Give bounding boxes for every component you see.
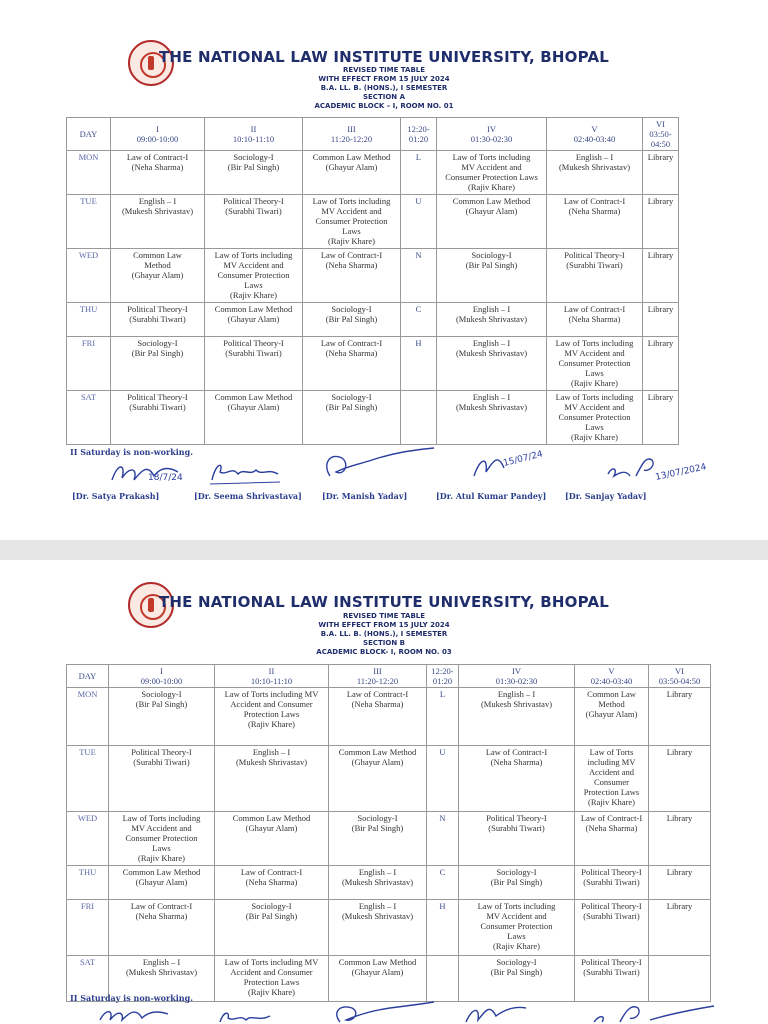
class-cell: Library: [643, 151, 679, 195]
day-cell: FRI: [67, 337, 111, 391]
class-cell: Library: [643, 337, 679, 391]
table-row: [67, 391, 679, 445]
class-cell: Sociology-I (Bir Pal Singh): [205, 151, 303, 195]
table-row: [67, 151, 679, 195]
column-header-3: III 11:20-12:20: [329, 665, 427, 688]
class-cell: Political Theory-I (Surabhi Tiwari): [575, 956, 649, 1002]
table-row: [67, 249, 679, 303]
column-header-5: IV 01:30-02:30: [459, 665, 575, 688]
table-row: [67, 303, 679, 337]
lunch-cell: H: [401, 337, 437, 391]
room-line: ACADEMIC BLOCK – I, ROOM NO. 01: [314, 102, 454, 110]
signature-seema-shrivastava: [216, 1006, 276, 1024]
class-cell: Sociology-I (Bir Pal Singh): [329, 812, 427, 866]
class-cell: Law of Contract-I (Neha Sharma): [575, 812, 649, 866]
class-cell: Common Law Method (Ghayur Alam): [575, 688, 649, 746]
class-cell: Law of Torts including MV Accident and Consumer Protection Laws (Rajiv Khare): [215, 956, 329, 1002]
class-cell: Common Law Method (Ghayur Alam): [437, 195, 547, 249]
column-header-2: II 10:10-11:10: [215, 665, 329, 688]
class-cell: Law of Contract-I (Neha Sharma): [459, 746, 575, 812]
class-cell: Law of Torts including MV Accident and Consumer Protection Laws (Rajiv Khare): [547, 337, 643, 391]
class-cell: Law of Torts including MV Accident and Consumer Protection Laws (Rajiv Khare): [575, 746, 649, 812]
column-header-2: II 10:10-11:10: [205, 118, 303, 151]
class-cell: Library: [649, 866, 711, 900]
section-line: SECTION B: [363, 639, 405, 647]
saturday-note: II Saturday is non-working.: [70, 447, 193, 457]
svg-text:13/07/2024: 13/07/2024: [654, 462, 708, 483]
column-header-4: 12:20-01:20: [427, 665, 459, 688]
class-cell: Library: [643, 391, 679, 445]
signature-manish-yadav: [320, 446, 440, 486]
day-cell: TUE: [67, 746, 109, 812]
lunch-cell: L: [427, 688, 459, 746]
class-cell: [649, 956, 711, 1002]
svg-text:18/7/24: 18/7/24: [148, 473, 183, 483]
table-row: [67, 866, 711, 900]
class-cell: Library: [649, 812, 711, 866]
class-cell: Sociology-I (Bir Pal Singh): [109, 688, 215, 746]
class-cell: Common Law Method (Ghayur Alam): [111, 249, 205, 303]
class-cell: Library: [643, 303, 679, 337]
lunch-cell: U: [401, 195, 437, 249]
class-cell: Law of Torts including MV Accident and Consumer Protection Laws (Rajiv Khare): [459, 900, 575, 956]
class-cell: Law of Torts including MV Accident and Consumer Protection Laws (Rajiv Khare): [547, 391, 643, 445]
class-cell: Common Law Method (Ghayur Alam): [215, 812, 329, 866]
lunch-cell: C: [401, 303, 437, 337]
lunch-cell: [401, 391, 437, 445]
lunch-cell: L: [401, 151, 437, 195]
column-header-6: V 02:40-03:40: [575, 665, 649, 688]
table-row: [67, 195, 679, 249]
class-cell: English – I (Mukesh Shrivastav): [329, 900, 427, 956]
column-header-4: 12:20-01:20: [401, 118, 437, 151]
class-cell: Sociology-I (Bir Pal Singh): [459, 956, 575, 1002]
class-cell: Political Theory-I (Surabhi Tiwari): [205, 195, 303, 249]
lunch-cell: U: [427, 746, 459, 812]
class-cell: English – I (Mukesh Shrivastav): [437, 391, 547, 445]
signature-manish-yadav: [330, 1000, 440, 1024]
day-cell: THU: [67, 866, 109, 900]
class-cell: Common Law Method (Ghayur Alam): [303, 151, 401, 195]
lunch-cell: N: [401, 249, 437, 303]
room-line: ACADEMIC BLOCK- I, ROOM NO. 03: [316, 648, 452, 656]
class-cell: Sociology-I (Bir Pal Singh): [303, 303, 401, 337]
class-cell: Sociology-I (Bir Pal Singh): [215, 900, 329, 956]
class-cell: Law of Torts including MV Accident and Consumer Protection Laws (Rajiv Khare): [215, 688, 329, 746]
column-header-1: I 09:00-10:00: [109, 665, 215, 688]
signature-atul-kumar-pandey: [470, 446, 560, 482]
class-cell: Law of Torts including MV Accident and Consumer Protection Laws (Rajiv Khare): [437, 151, 547, 195]
day-cell: TUE: [67, 195, 111, 249]
class-cell: Law of Torts including MV Accident and Consumer Protection Laws (Rajiv Khare): [109, 812, 215, 866]
signature-atul-kumar-pandey: [462, 1000, 542, 1024]
class-cell: Law of Contract-I (Neha Sharma): [109, 900, 215, 956]
signatory-name-2: [Dr. Seema Shrivastava]: [194, 491, 302, 501]
table-row: [67, 812, 711, 866]
lunch-cell: H: [427, 900, 459, 956]
column-header-1: I 09:00-10:00: [111, 118, 205, 151]
class-cell: Library: [649, 746, 711, 812]
table-row: [67, 337, 679, 391]
class-cell: Sociology-I (Bir Pal Singh): [459, 866, 575, 900]
class-cell: Library: [643, 195, 679, 249]
table-row: [67, 746, 711, 812]
column-header-7: VI 03:50-04:50: [643, 118, 679, 151]
svg-text:15/07/24: 15/07/24: [502, 449, 544, 469]
class-cell: Common Law Method (Ghayur Alam): [205, 391, 303, 445]
class-cell: Law of Contract-I (Neha Sharma): [303, 249, 401, 303]
timetable-table-section-a: [66, 117, 679, 445]
class-cell: Law of Contract-I (Neha Sharma): [329, 688, 427, 746]
class-cell: Common Law Method (Ghayur Alam): [109, 866, 215, 900]
class-cell: English – I (Mukesh Shrivastav): [111, 195, 205, 249]
class-cell: Law of Torts including MV Accident and Consumer Protection Laws (Rajiv Khare): [303, 195, 401, 249]
class-cell: Library: [649, 900, 711, 956]
class-cell: Law of Contract-I (Neha Sharma): [303, 337, 401, 391]
lunch-cell: C: [427, 866, 459, 900]
class-cell: Common Law Method (Ghayur Alam): [205, 303, 303, 337]
class-cell: English – I (Mukesh Shrivastav): [215, 746, 329, 812]
day-cell: SAT: [67, 391, 111, 445]
class-cell: English – I (Mukesh Shrivastav): [459, 688, 575, 746]
university-title: THE NATIONAL LAW INSTITUTE UNIVERSITY, BHOPAL: [158, 48, 610, 66]
programme-line: B.A. LL. B. (HONS.), I SEMESTER: [320, 84, 448, 92]
class-cell: English – I (Mukesh Shrivastav): [437, 303, 547, 337]
column-header-3: III 11:20-12:20: [303, 118, 401, 151]
class-cell: English – I (Mukesh Shrivastav): [109, 956, 215, 1002]
day-cell: MON: [67, 688, 109, 746]
column-header-7: VI 03:50-04:50: [649, 665, 711, 688]
lunch-cell: [427, 956, 459, 1002]
class-cell: Political Theory-I (Surabhi Tiwari): [459, 812, 575, 866]
class-cell: Political Theory-I (Surabhi Tiwari): [575, 866, 649, 900]
class-cell: Law of Contract-I (Neha Sharma): [215, 866, 329, 900]
day-cell: WED: [67, 249, 111, 303]
column-header-0: DAY: [67, 118, 111, 151]
class-cell: Library: [649, 688, 711, 746]
day-cell: FRI: [67, 900, 109, 956]
class-cell: Sociology-I (Bir Pal Singh): [437, 249, 547, 303]
section-line: SECTION A: [362, 93, 405, 101]
class-cell: Political Theory-I (Surabhi Tiwari): [547, 249, 643, 303]
class-cell: Law of Contract-I (Neha Sharma): [111, 151, 205, 195]
signature-satya-prakash: [108, 458, 188, 488]
lunch-cell: N: [427, 812, 459, 866]
signatory-name-5: [Dr. Sanjay Yadav]: [565, 491, 647, 501]
page-separator: [0, 540, 768, 560]
signature-satya-prakash: [96, 1004, 186, 1024]
timetable-sheet-section-b: [0, 560, 768, 1024]
class-cell: English – I (Mukesh Shrivastav): [437, 337, 547, 391]
class-cell: Political Theory-I (Surabhi Tiwari): [111, 303, 205, 337]
timetable-table-section-b: [66, 664, 711, 1002]
class-cell: Common Law Method (Ghayur Alam): [329, 746, 427, 812]
effective-date-line: WITH EFFECT FROM 15 JULY 2024: [318, 621, 450, 629]
day-cell: THU: [67, 303, 111, 337]
signatory-name-1: [Dr. Satya Prakash]: [72, 491, 160, 501]
programme-line: B.A. LL. B. (HONS.), I SEMESTER: [320, 630, 448, 638]
day-cell: WED: [67, 812, 109, 866]
class-cell: Library: [643, 249, 679, 303]
class-cell: Political Theory-I (Surabhi Tiwari): [205, 337, 303, 391]
class-cell: Political Theory-I (Surabhi Tiwari): [111, 391, 205, 445]
signature-sanjay-yadav: [604, 446, 730, 486]
day-cell: MON: [67, 151, 111, 195]
saturday-note: II Saturday is non-working.: [70, 993, 193, 1003]
effective-date-line: WITH EFFECT FROM 15 JULY 2024: [318, 75, 450, 83]
column-header-6: V 02:40-03:40: [547, 118, 643, 151]
signatory-name-3: [Dr. Manish Yadav]: [322, 491, 408, 501]
table-row: [67, 900, 711, 956]
class-cell: Political Theory-I (Surabhi Tiwari): [575, 900, 649, 956]
revised-time-table-heading: REVISED TIME TABLE: [342, 66, 426, 74]
signatory-name-4: [Dr. Atul Kumar Pandey]: [436, 491, 547, 501]
class-cell: Common Law Method (Ghayur Alam): [329, 956, 427, 1002]
day-cell: SAT: [67, 956, 109, 1002]
revised-time-table-heading: REVISED TIME TABLE: [342, 612, 426, 620]
class-cell: Law of Torts including MV Accident and Consumer Protection Laws (Rajiv Khare): [205, 249, 303, 303]
class-cell: English – I (Mukesh Shrivastav): [547, 151, 643, 195]
column-header-5: IV 01:30-02:30: [437, 118, 547, 151]
signature-seema-shrivastava: [208, 456, 288, 486]
class-cell: Law of Contract-I (Neha Sharma): [547, 195, 643, 249]
class-cell: Political Theory-I (Surabhi Tiwari): [109, 746, 215, 812]
class-cell: Sociology-I (Bir Pal Singh): [303, 391, 401, 445]
university-title: THE NATIONAL LAW INSTITUTE UNIVERSITY, BHOPAL: [158, 593, 610, 611]
class-cell: Sociology-I (Bir Pal Singh): [111, 337, 205, 391]
signature-sanjay-yadav: [590, 1000, 720, 1024]
class-cell: Law of Contract-I (Neha Sharma): [547, 303, 643, 337]
class-cell: English – I (Mukesh Shrivastav): [329, 866, 427, 900]
column-header-0: DAY: [67, 665, 109, 688]
table-row: [67, 688, 711, 746]
